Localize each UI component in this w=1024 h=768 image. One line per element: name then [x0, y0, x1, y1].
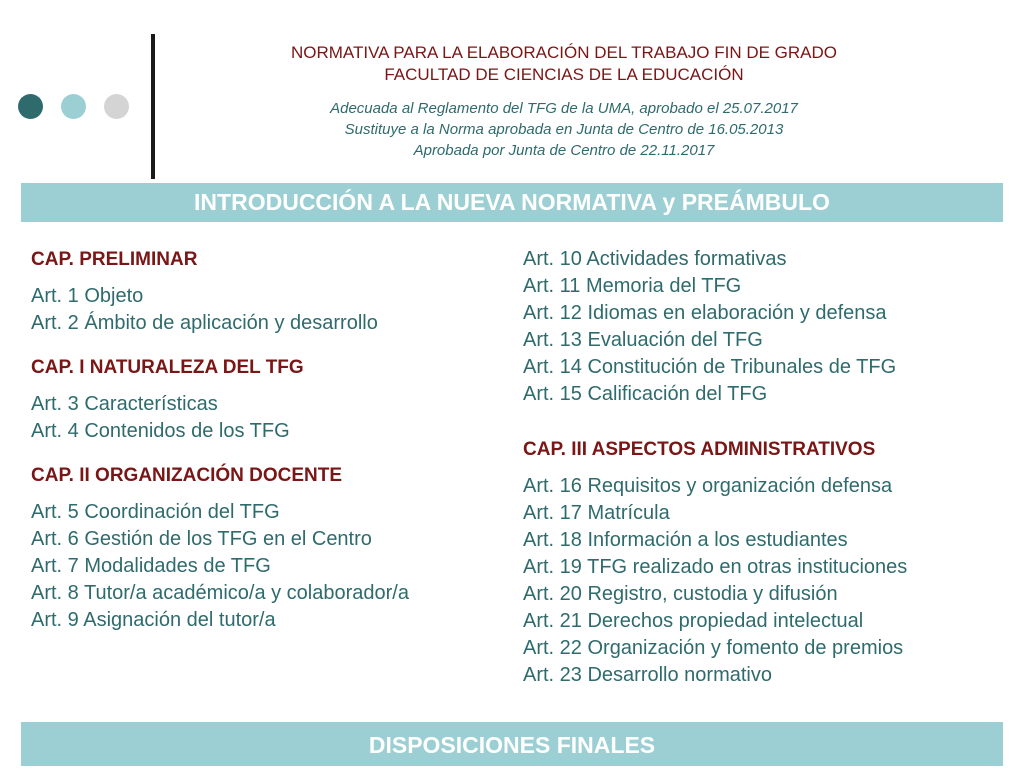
title-line-2: FACULTAD DE CIENCIAS DE LA EDUCACIÓN	[384, 65, 744, 84]
chapter-heading: CAP. III ASPECTOS ADMINISTRATIVOS	[523, 439, 876, 460]
article-item: Art. 2 Ámbito de aplicación y desarrollo	[31, 312, 378, 334]
light-teal-dot	[61, 94, 86, 119]
intro-banner: INTRODUCCIÓN A LA NUEVA NORMATIVA y PREÁMBULO	[21, 183, 1003, 222]
title-line-1: NORMATIVA PARA LA ELABORACIÓN DEL TRABAJO FIN DE GRADO	[290, 43, 838, 62]
subtitle-line-3: Aprobada por Junta de Centro de 22.11.2017	[413, 142, 715, 159]
left-column	[31, 246, 501, 634]
article-item: Art. 19 TFG realizado en otras instituciones	[523, 556, 908, 578]
article-item: Art. 4 Contenidos de los TFG	[31, 420, 290, 442]
grey-dot	[104, 94, 129, 119]
article-item: Art. 14 Constitución de Tribunales de TFG	[523, 356, 897, 378]
article-item: Art. 12 Idiomas en elaboración y defensa	[523, 302, 887, 324]
article-item: Art. 3 Características	[31, 393, 218, 415]
article-item: Art. 23 Desarrollo normativo	[523, 664, 772, 686]
article-item: Art. 5 Coordinación del TFG	[31, 501, 280, 523]
vertical-divider	[151, 34, 155, 179]
article-item: Art. 18 Información a los estudiantes	[523, 529, 848, 551]
chapter-heading: CAP. PRELIMINAR	[31, 249, 198, 270]
article-item: Art. 15 Calificación del TFG	[523, 383, 768, 405]
right-column	[523, 246, 1003, 689]
article-item: Art. 9 Asignación del tutor/a	[31, 609, 276, 631]
article-item: Art. 16 Requisitos y organización defensa	[523, 475, 893, 497]
dark-teal-dot	[18, 94, 43, 119]
article-item: Art. 22 Organización y fomento de premios	[523, 637, 904, 659]
article-item: Art. 10 Actividades formativas	[523, 248, 787, 270]
final-provisions-banner: DISPOSICIONES FINALES	[21, 722, 1003, 766]
article-item: Art. 1 Objeto	[31, 285, 144, 307]
article-item: Art. 7 Modalidades de TFG	[31, 555, 271, 577]
article-item: Art. 11 Memoria del TFG	[523, 275, 742, 297]
article-item: Art. 20 Registro, custodia y difusión	[523, 583, 838, 605]
decorative-dots	[18, 94, 129, 119]
article-item: Art. 6 Gestión de los TFG en el Centro	[31, 528, 372, 550]
chapter-heading: CAP. II ORGANIZACIÓN DOCENTE	[31, 465, 343, 486]
article-item: Art. 21 Derechos propiedad intelectual	[523, 610, 864, 632]
slide-header	[158, 42, 970, 161]
article-item: Art. 17 Matrícula	[523, 502, 670, 524]
chapter-heading: CAP. I NATURALEZA DEL TFG	[31, 357, 304, 378]
subtitle-line-2: Sustituye a la Norma aprobada en Junta de Centro de 16.05.2013	[344, 121, 784, 138]
subtitle-line-1: Adecuada al Reglamento del TFG de la UMA, aprobado el 25.07.2017	[330, 100, 798, 117]
article-item: Art. 13 Evaluación del TFG	[523, 329, 763, 351]
article-item: Art. 8 Tutor/a académico/a y colaborador/a	[31, 582, 409, 604]
